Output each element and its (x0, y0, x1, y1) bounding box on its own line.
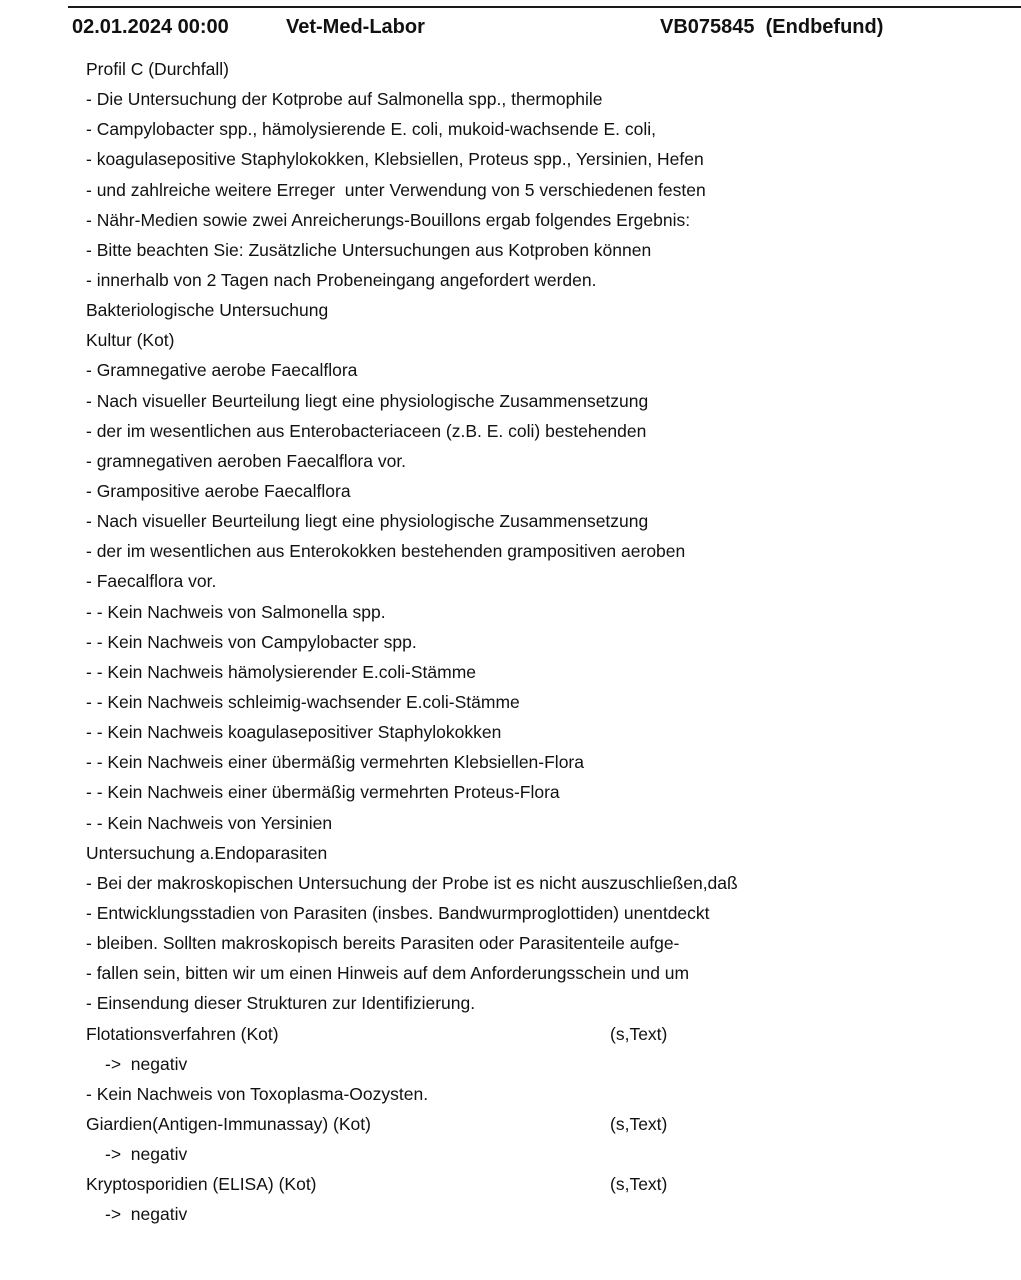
report-line-text: - Kein Nachweis von Toxoplasma-Oozysten. (86, 1083, 429, 1104)
top-rule (68, 6, 1021, 8)
report-line-text: Untersuchung a.Endoparasiten (86, 842, 328, 863)
report-line-text: - Entwicklungsstadien von Parasiten (insbes. Bandwurmproglottiden) unentdeckt (86, 902, 710, 923)
report-line (86, 988, 986, 1018)
report-line (86, 1049, 986, 1079)
report-line-text: - fallen sein, bitten wir um einen Hinweis auf dem Anforderungsschein und um (86, 963, 690, 984)
report-line-text: Profil C (Durchfall) (86, 59, 229, 79)
result-code: (s,Text) (610, 1174, 668, 1195)
report-line (86, 838, 986, 868)
report-line-text: - der im wesentlichen aus Enterokokken bestehenden grampositiven aeroben (86, 541, 686, 562)
report-line (86, 355, 986, 385)
result-code: (s,Text) (610, 1113, 668, 1134)
report-line (86, 1139, 986, 1169)
report-line (86, 868, 986, 898)
report-line (86, 566, 986, 596)
report-line-text: -> negativ (105, 1144, 188, 1165)
report-line (86, 506, 986, 536)
lab-name: Vet-Med-Labor (286, 16, 425, 38)
report-line (86, 476, 986, 506)
report-line (86, 205, 986, 235)
report-line-text: - der im wesentlichen aus Enterobacteriaceen (z.B. E. coli) bestehenden (86, 420, 647, 441)
report-line-text: - - Kein Nachweis von Campylobacter spp. (86, 631, 417, 652)
report-id: VB075845 (Endbefund) (660, 16, 884, 38)
report-line-text: - Campylobacter spp., hämolysierende E. coli, mukoid-wachsende E. coli, (86, 119, 656, 140)
report-line-text: - - Kein Nachweis hämolysierender E.coli-Stämme (86, 661, 476, 682)
report-line-text: -> negativ (105, 1204, 188, 1225)
report-line (86, 144, 986, 174)
report-line (86, 84, 986, 114)
report-line-text: - koagulasepositive Staphylokokken, Klebsiellen, Proteus spp., Yersinien, Hefen (86, 149, 704, 170)
report-line-text: - - Kein Nachweis von Yersinien (86, 812, 333, 833)
report-line-text: Giardien(Antigen-Immunassay) (Kot) (86, 1113, 371, 1134)
report-line-text: - innerhalb von 2 Tagen nach Probeneingang angefordert werden. (86, 269, 597, 290)
report-line-text: - - Kein Nachweis einer übermäßig vermehrten Proteus-Flora (86, 782, 560, 803)
report-line-text: - Nähr-Medien sowie zwei Anreicherungs-Bouillons ergab folgendes Ergebnis: (86, 209, 691, 230)
report-line-text: - gramnegativen aeroben Faecalflora vor. (86, 450, 407, 471)
report-line (86, 536, 986, 566)
report-line (86, 808, 986, 838)
report-line-text: Flotationsverfahren (Kot) (86, 1023, 279, 1044)
report-line-text: Kryptosporidien (ELISA) (Kot) (86, 1174, 317, 1195)
report-line-text: - Grampositive aerobe Faecalflora (86, 480, 351, 501)
report-line (86, 777, 986, 807)
report-line (86, 747, 986, 777)
report-line-text: - Bitte beachten Sie: Zusätzliche Untersuchungen aus Kotproben können (86, 239, 652, 260)
report-line (86, 1169, 986, 1199)
report-line-text: - Nach visueller Beurteilung liegt eine physiologische Zusammensetzung (86, 390, 649, 411)
report-line (86, 958, 986, 988)
report-line (86, 1109, 986, 1139)
report-line-text: - - Kein Nachweis von Salmonella spp. (86, 601, 386, 622)
report-line-text: - Faecalflora vor. (86, 571, 217, 592)
result-code: (s,Text) (610, 1023, 668, 1044)
report-line-text: - - Kein Nachweis koagulasepositiver Staphylokokken (86, 722, 502, 743)
report-line-text: - Nach visueller Beurteilung liegt eine physiologische Zusammensetzung (86, 511, 649, 532)
report-line (86, 325, 986, 355)
report-line (86, 235, 986, 265)
report-line-text: -> negativ (105, 1053, 188, 1074)
report-body (86, 54, 986, 1229)
report-line (86, 657, 986, 687)
report-line-text: - - Kein Nachweis einer übermäßig vermehrten Klebsiellen-Flora (86, 752, 584, 773)
report-line-text: - Die Untersuchung der Kotprobe auf Salmonella spp., thermophile (86, 89, 603, 110)
report-line-text: - - Kein Nachweis schleimig-wachsender E.coli-Stämme (86, 691, 520, 712)
report-line (86, 175, 986, 205)
report-line (86, 1079, 986, 1109)
report-line (86, 1019, 986, 1049)
report-line (86, 928, 986, 958)
report-line (86, 597, 986, 627)
report-line (86, 54, 986, 84)
report-line-text: - Gramnegative aerobe Faecalflora (86, 360, 358, 381)
report-line (86, 1199, 986, 1229)
report-line-text: - bleiben. Sollten makroskopisch bereits Parasiten oder Parasitenteile aufge- (86, 933, 680, 954)
report-datetime: 02.01.2024 00:00 (72, 16, 229, 38)
report-line (86, 416, 986, 446)
report-line (86, 717, 986, 747)
report-line (86, 386, 986, 416)
report-line (86, 446, 986, 476)
report-line-text: Kultur (Kot) (86, 330, 175, 351)
report-line-text: - Bei der makroskopischen Untersuchung der Probe ist es nicht auszuschließen,daß (86, 872, 738, 893)
report-line (86, 114, 986, 144)
report-line (86, 627, 986, 657)
report-line (86, 295, 986, 325)
report-header (72, 16, 1002, 44)
report-line-text: - Einsendung dieser Strukturen zur Identifizierung. (86, 993, 476, 1014)
report-line-text: Bakteriologische Untersuchung (86, 300, 329, 321)
report-line (86, 265, 986, 295)
report-line (86, 898, 986, 928)
report-line-text: - und zahlreiche weitere Erreger unter Verwendung von 5 verschiedenen festen (86, 179, 706, 200)
report-line (86, 687, 986, 717)
